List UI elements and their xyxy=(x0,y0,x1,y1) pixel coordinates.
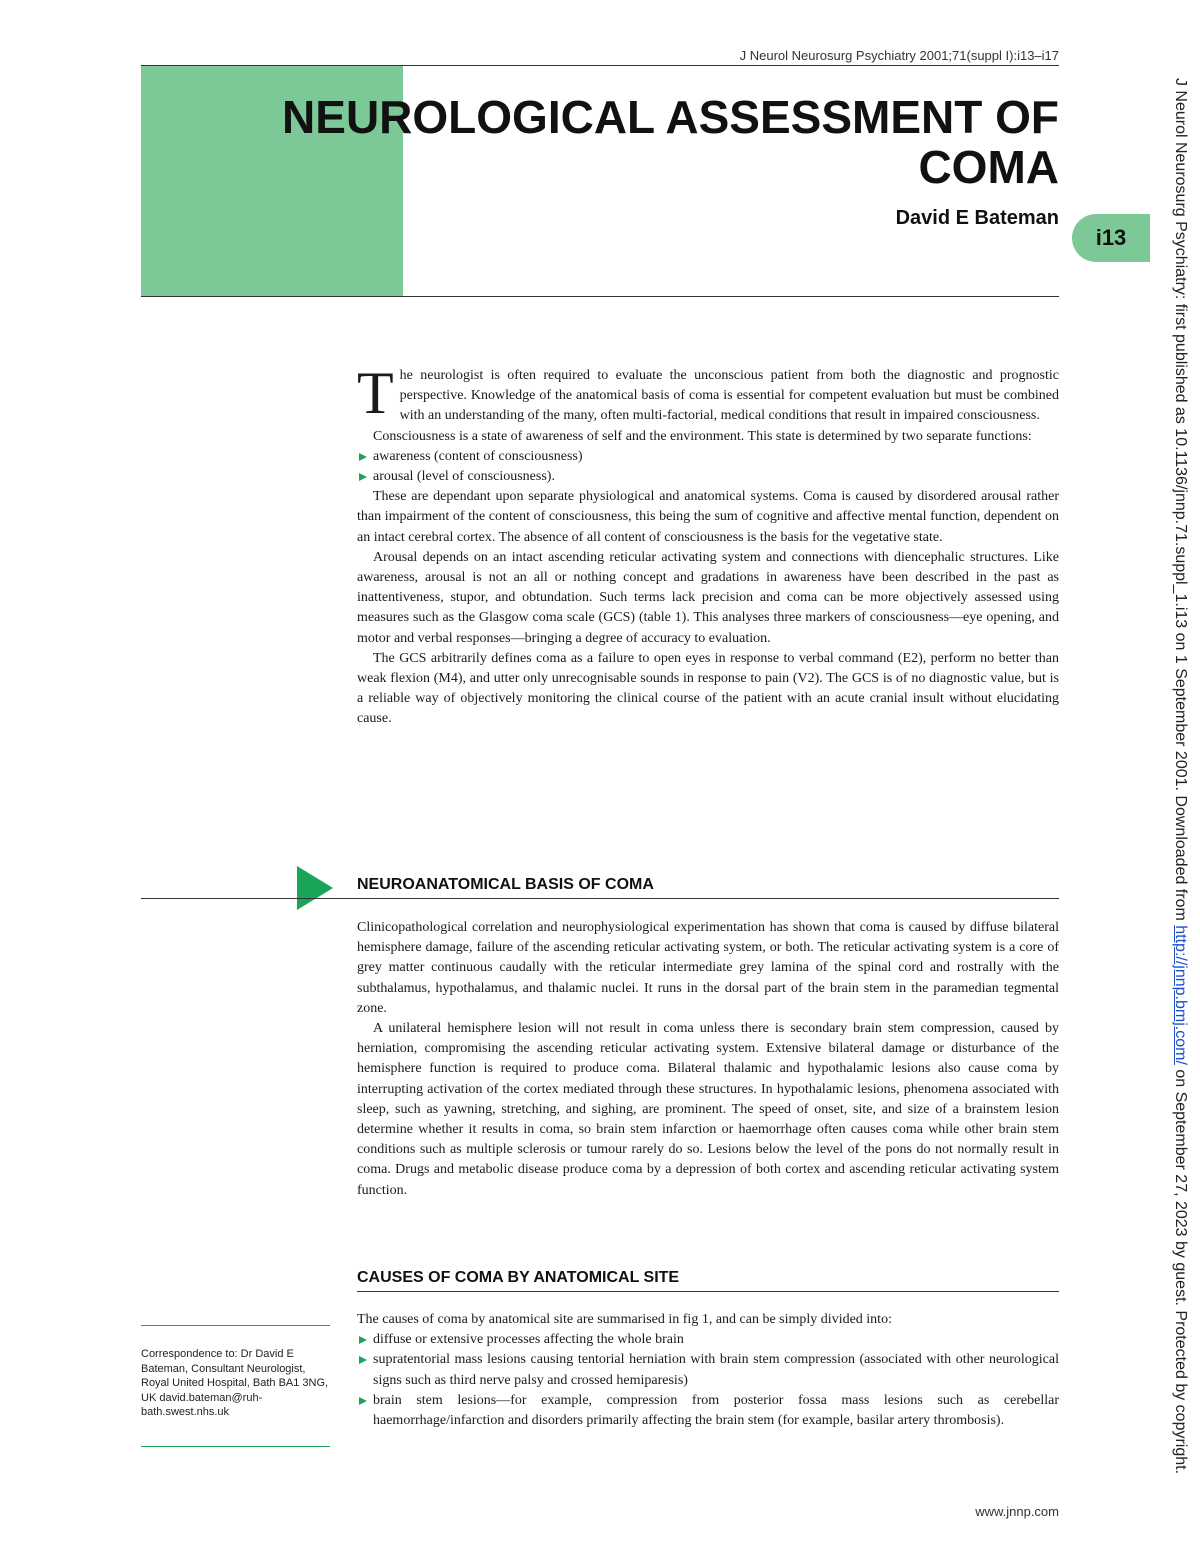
section-rule-left xyxy=(141,898,357,899)
causes-bullet-list xyxy=(357,1330,1059,1431)
intro-section xyxy=(357,360,1059,730)
section1-paragraph-1: Clinicopathological correlation and neurophysiological experimentation has shown that coma is caused by diffuse bilateral hemisphere damage, failure of the ascending reticular activating system, or both. The reticular activating system is a core of grey matter continuous caudally with the reticular intermediate grey lamina of the spinal cord and rostrally with the subthalamus, hypothalamus, and thalamic nuclei. It runs in the dorsal part of the brain stem in the paramedian tegmental zone. xyxy=(357,920,1059,1016)
list-item: supratentorial mass lesions causing tentorial herniation with brain stem compression (associated with other neurological signs such as third nerve palsy and crossed hemiparesis) xyxy=(357,1350,1059,1390)
author-name: David E Bateman xyxy=(895,207,1059,229)
header-rule-top xyxy=(141,65,1059,66)
section1-paragraph-2: A unilateral hemisphere lesion will not result in coma unless there is secondary brain stem compression, caused by herniation, compromising the ascending reticular activating system. Extensive bilateral damage or disturbance of the hemisphere function is required to produce coma. Bilateral thalamic and hypothalamic lesions also cause coma by interrupting activation of the cortex mediated through these structures. In hypothalamic lesions, phenomena associated with sleep, such as yawning, stretching, and sighing, are prominent. The speed of onset, site, and size of a brainstem lesion determine whether it results in coma, so brain stem infarction or haemorrhage often causes coma while other brain stem conditions such as multiple sclerosis or tumour rarely do so. Lesions below the level of the pons do not normally result in coma. Drugs and metabolic disease produce coma by a depression of both cortex and ascending reticular activating system function. xyxy=(357,1021,1059,1198)
correspondence-rule-bottom xyxy=(141,1446,330,1447)
list-item: arousal (level of consciousness). xyxy=(357,467,1059,487)
intro-paragraph-1 xyxy=(357,360,1059,427)
section-heading-neuroanatomical: NEUROANATOMICAL BASIS OF COMA xyxy=(357,876,1059,899)
journal-link[interactable]: http://jnnp.bmj.com/ xyxy=(1172,925,1189,1065)
intro-paragraph-3: These are dependant upon separate physiological and anatomical systems. Coma is caused by disordered arousal rather than impairment of the content of consciousness, this being the sum of cognitive and affective mental function, dependent on an intact cerebral cortex. The absence of all content of consciousness is the basis for the vegetative state. xyxy=(357,489,1059,545)
intro-paragraph-5: The GCS arbitrarily defines coma as a failure to open eyes in response to verbal command (E2), perform no better than weak flexion (M4), and utter only unrecognisable sounds in response to pain (V2). The GCS is of no diagnostic value, but is a reliable way of objectively monitoring the clinical course of the patient with an acute cranial insult without elucidating cause. xyxy=(357,650,1059,727)
section-causes xyxy=(357,1310,1059,1431)
section2-paragraph-1: The causes of coma by anatomical site are summarised in fig 1, and can be simply divided into: xyxy=(357,1312,892,1327)
journal-citation: J Neurol Neurosurg Psychiatry 2001;71(suppl I):i13–i17 xyxy=(739,48,1059,63)
header-rule-bottom xyxy=(141,296,1059,297)
article-title: NEUROLOGICAL ASSESSMENT OF COMA xyxy=(282,91,1059,193)
correspondence-note: Correspondence to: Dr David E Bateman, Consultant Neurologist, Royal United Hospital, Bath BA1 3NG, UK david.bateman@ruh-bath.swest.nhs.uk xyxy=(141,1348,329,1419)
section-heading-causes: CAUSES OF COMA BY ANATOMICAL SITE xyxy=(357,1269,1059,1292)
drop-cap: T xyxy=(357,360,394,426)
list-item: diffuse or extensive processes affecting the whole brain xyxy=(357,1330,1059,1350)
intro-bullet-list xyxy=(357,447,1059,487)
list-item: awareness (content of consciousness) xyxy=(357,447,1059,467)
correspondence-rule-top xyxy=(141,1325,330,1326)
section-arrow-icon xyxy=(297,866,333,910)
intro-paragraph-2: Consciousness is a state of awareness of self and the environment. This state is determined by two separate functions: xyxy=(373,428,1032,444)
side-note-after-link: on September 27, 2023 by guest. Protected by copyright. xyxy=(1172,1069,1189,1475)
list-item: brain stem lesions—for example, compression from posterior fossa mass lesions such as cerebellar haemorrhage/infarction and disorders primarily affecting the brain stem (for example, basilar artery thrombosis). xyxy=(357,1391,1059,1431)
page-number-tab: i13 xyxy=(1072,214,1150,262)
footer-website: www.jnnp.com xyxy=(975,1504,1059,1519)
intro-paragraph-1-text: he neurologist is often required to evaluate the unconscious patient from both the diagnostic and prognostic perspective. Knowledge of the anatomical basis of coma is essential for competent evaluation but must be combined with an understanding of the many, often multi-factorial, medical conditions that result in impaired consciousness. xyxy=(399,368,1059,424)
section-neuroanatomical xyxy=(357,918,1059,1201)
side-copyright-note xyxy=(1157,46,1189,1506)
side-note-before-link: J Neurol Neurosurg Psychiatry: first published as 10.1136/jnnp.71.suppl_1.i13 on 1 September 2001. Downloaded from xyxy=(1172,77,1189,921)
intro-paragraph-4: Arousal depends on an intact ascending reticular activating system and connections with diencephalic structures. Like awareness, arousal is not an all or nothing concept and gradations in awareness have been described in the past as inattentiveness, stupor, and obtundation. Such terms lack precision and coma can be more objectively assessed using measures such as the Glasgow coma scale (GCS) (table 1). This analyses three markers of consciousness—eye opening, and motor and verbal responses—bringing a degree of accuracy to evaluation. xyxy=(357,549,1059,646)
